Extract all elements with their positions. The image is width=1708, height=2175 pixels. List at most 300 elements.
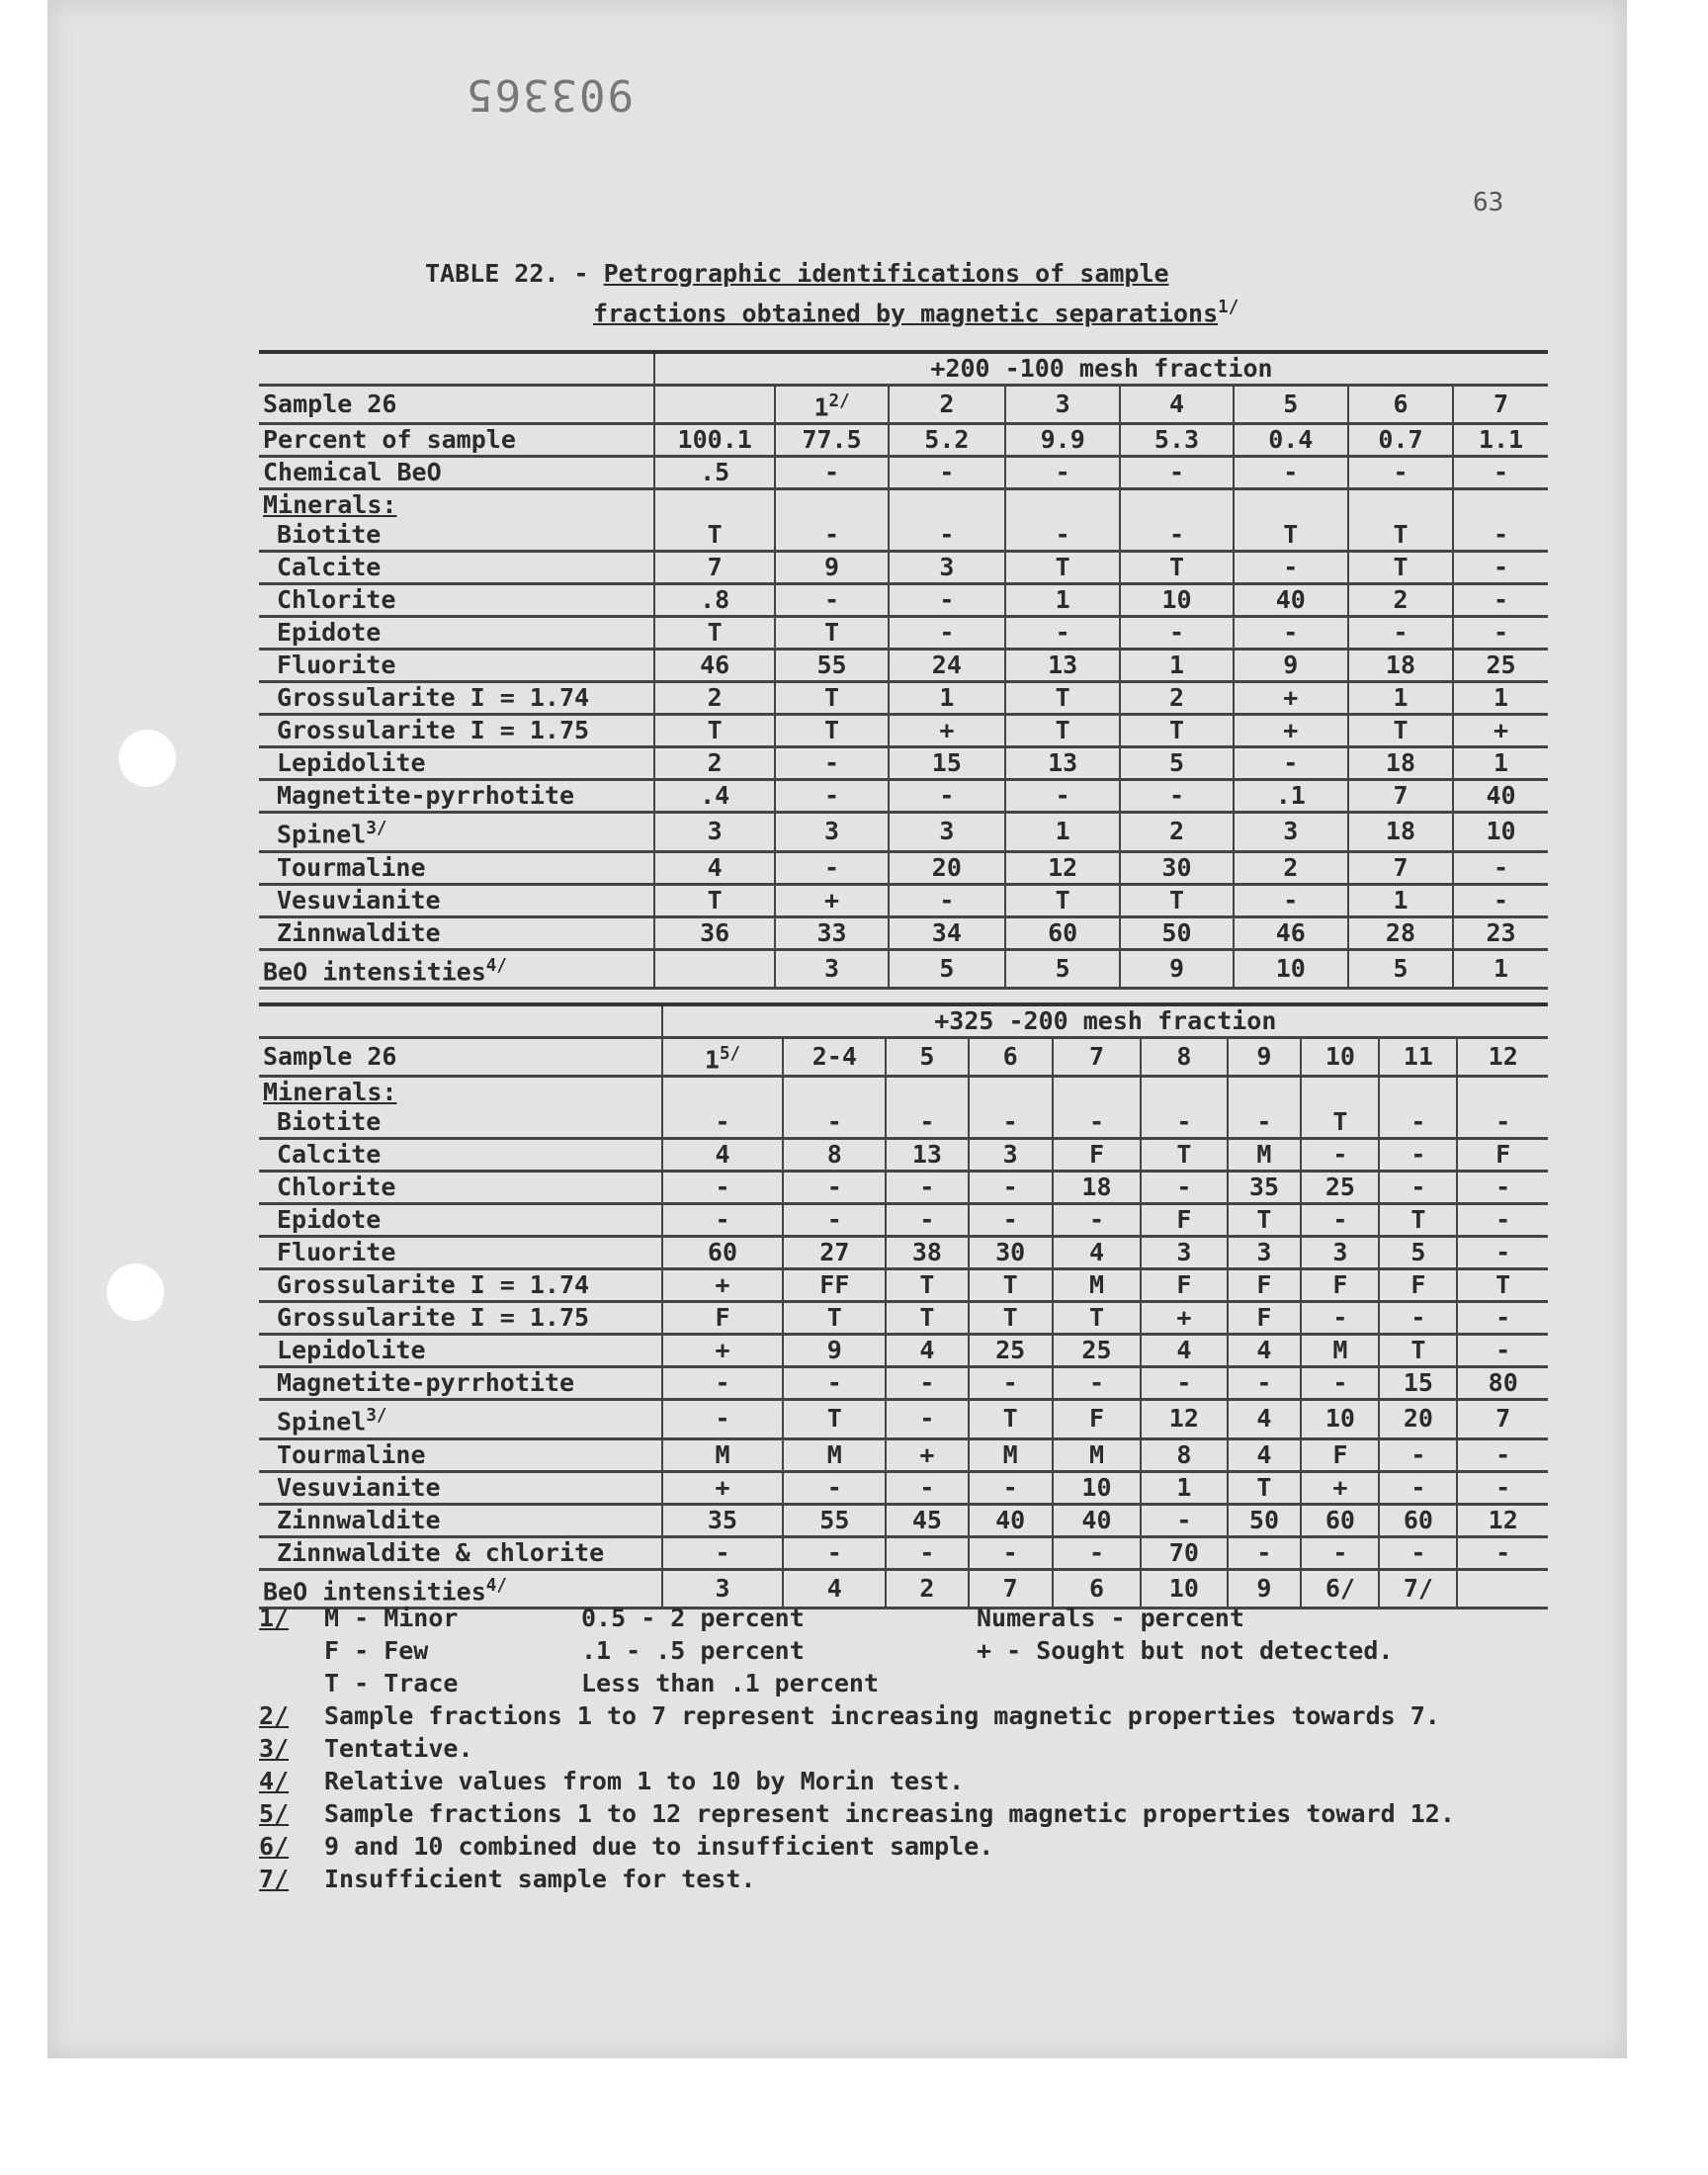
table-cell: 0.4 <box>1234 424 1348 457</box>
table-cell: 38 <box>886 1237 968 1269</box>
footnote-text: Sample fractions 1 to 12 represent increasing magnetic properties toward 12. <box>324 1799 1455 1828</box>
mineral-note: 3/ <box>366 819 387 839</box>
table-cell: 77.5 <box>775 424 888 457</box>
mineral-name-text: Grossularite I = 1.75 <box>277 1303 590 1333</box>
table-cell: T <box>1005 552 1120 584</box>
mineral-name <box>259 617 654 650</box>
footnote-text: Insufficient sample for test. <box>324 1865 756 1893</box>
table-cell: - <box>775 780 888 813</box>
table-cell: T <box>1005 884 1120 916</box>
mineral-name-text: Calcite <box>277 553 382 582</box>
table-cell: - <box>1141 1367 1227 1400</box>
table-cell: 40 <box>1453 780 1548 813</box>
mineral-name <box>259 747 654 780</box>
table-cell: 9.9 <box>1005 424 1120 457</box>
mineral-name-text: Fluorite <box>277 1238 396 1267</box>
table-cell: T <box>969 1302 1053 1335</box>
table-cell: 2 <box>886 1569 968 1608</box>
intensities-label: BeO intensities <box>263 1576 486 1606</box>
table-cell: 1 <box>1348 884 1453 916</box>
table-cell: - <box>886 1107 968 1139</box>
table-cell: F <box>1053 1400 1141 1438</box>
table-cell: 9 <box>1120 949 1233 988</box>
table-cell: 25 <box>1053 1335 1141 1367</box>
mineral-row <box>259 916 1548 949</box>
table-cell: T <box>969 1269 1053 1302</box>
title-prefix: TABLE 22. - <box>425 259 604 288</box>
mineral-name <box>259 1107 662 1139</box>
table-cell: - <box>886 1471 968 1504</box>
table-cell: - <box>1457 1335 1548 1367</box>
table-cell: - <box>969 1107 1053 1139</box>
table-cell: - <box>1301 1139 1379 1172</box>
table-cell: 9 <box>775 552 888 584</box>
table-cell: 35 <box>662 1504 784 1536</box>
table-cell: 4 <box>1228 1335 1302 1367</box>
footnote-mark: 4/ <box>259 1767 290 1795</box>
table-cell: T <box>1348 520 1453 552</box>
mineral-row <box>259 780 1548 813</box>
table-cell: T <box>1053 1302 1141 1335</box>
table-cell: 5 <box>1348 949 1453 988</box>
table-cell: 12 <box>1141 1400 1227 1438</box>
mineral-row <box>259 1471 1548 1504</box>
table-200-100-mesh <box>259 350 1548 990</box>
footnote-mark: 1/ <box>259 1604 290 1632</box>
sample-label: Sample 26 <box>259 1038 662 1077</box>
footnote-list <box>259 1699 1544 1895</box>
table-cell: T <box>1228 1204 1302 1237</box>
table-cell: T <box>775 682 888 715</box>
table-cell: 13 <box>1005 747 1120 780</box>
mineral-row <box>259 1139 1548 1172</box>
table-cell: 3 <box>1301 1237 1379 1269</box>
document-stamp: 903365 <box>465 69 634 120</box>
table-cell: 7 <box>1457 1400 1548 1438</box>
table-cell: - <box>783 1107 886 1139</box>
blank-cell <box>1228 1077 1302 1108</box>
blank-cell <box>886 1077 968 1108</box>
table-cell: M <box>1301 1335 1379 1367</box>
fraction-header-row <box>259 352 1548 386</box>
table-cell: - <box>1348 617 1453 650</box>
table-cell: 4 <box>1228 1438 1302 1471</box>
mineral-name <box>259 1269 662 1302</box>
table-cell: - <box>1228 1107 1302 1139</box>
mineral-name <box>259 520 654 552</box>
column-header <box>1141 1038 1227 1077</box>
table-cell: M <box>969 1438 1053 1471</box>
table-cell: 60 <box>1379 1504 1457 1536</box>
table-cell: + <box>662 1471 784 1504</box>
table-cell: - <box>1141 1504 1227 1536</box>
row-label: Percent of sample <box>259 424 654 457</box>
column-header-text: 1 <box>704 1045 720 1075</box>
column-header-text: 11 <box>1403 1042 1433 1072</box>
table-cell: T <box>1228 1471 1302 1504</box>
minerals-header-row <box>259 489 1548 521</box>
footnote-mark: 6/ <box>259 1832 290 1861</box>
minerals-text: Minerals: <box>263 1078 397 1107</box>
table-cell: 1.1 <box>1453 424 1548 457</box>
minerals-label <box>259 489 654 521</box>
footnote-mark: 5/ <box>259 1799 290 1828</box>
abbreviation-legend <box>324 1602 1544 1699</box>
table-cell: - <box>662 1400 784 1438</box>
mineral-name <box>259 1504 662 1536</box>
legend-cell: T - Trace <box>324 1669 459 1697</box>
table-cell: F <box>1301 1438 1379 1471</box>
table-cell: 3 <box>654 813 775 851</box>
mineral-row <box>259 650 1548 682</box>
column-header <box>1234 386 1348 424</box>
table-cell: 36 <box>654 916 775 949</box>
table-cell: - <box>1234 617 1348 650</box>
table-cell: 6/ <box>1301 1569 1379 1608</box>
chemical-beo-row <box>259 457 1548 489</box>
table-cell: 3 <box>775 949 888 988</box>
column-header <box>1348 386 1453 424</box>
mineral-name <box>259 813 654 851</box>
punch-hole <box>119 730 176 787</box>
mineral-name-text: Grossularite I = 1.74 <box>277 1270 590 1300</box>
table-cell: 50 <box>1120 916 1233 949</box>
column-header-text: 5 <box>919 1042 935 1072</box>
table-cell: 3 <box>1234 813 1348 851</box>
mineral-row <box>259 715 1548 747</box>
mineral-name <box>259 682 654 715</box>
table-cell: 50 <box>1228 1504 1302 1536</box>
table-cell: M <box>1053 1438 1141 1471</box>
column-header <box>1228 1038 1302 1077</box>
table-cell: - <box>1457 1172 1548 1204</box>
blank-cell <box>1453 489 1548 521</box>
table-cell: F <box>1141 1269 1227 1302</box>
column-header <box>889 386 1005 424</box>
column-note: 2/ <box>828 392 850 411</box>
column-header <box>662 1038 784 1077</box>
blank-cell <box>1005 489 1120 521</box>
footnote <box>259 1863 1544 1895</box>
table-cell: - <box>662 1204 784 1237</box>
table-cell: T <box>886 1302 968 1335</box>
mineral-row <box>259 1204 1548 1237</box>
table-cell: 3 <box>775 813 888 851</box>
table-cell: 9 <box>1228 1569 1302 1608</box>
column-note: 5/ <box>719 1044 741 1064</box>
column-header <box>654 386 775 424</box>
table-cell: 2 <box>654 747 775 780</box>
table-cell: - <box>889 617 1005 650</box>
footnote-1 <box>259 1602 1544 1699</box>
footnote-mark: 2/ <box>259 1701 290 1730</box>
legend-cell: + - Sought but not detected. <box>977 1636 1394 1665</box>
table-cell: - <box>1301 1204 1379 1237</box>
blank-cell <box>662 1077 784 1108</box>
table-cell: 40 <box>969 1504 1053 1536</box>
table-cell: 28 <box>1348 916 1453 949</box>
intensities-note: 4/ <box>485 955 507 976</box>
table-cell: 15 <box>1379 1367 1457 1400</box>
table-cell: T <box>1120 884 1233 916</box>
column-header-text: 2 <box>939 390 955 419</box>
table-cell: 3 <box>1141 1237 1227 1269</box>
table-cell: 60 <box>1301 1504 1379 1536</box>
blank-cell <box>1234 489 1348 521</box>
mineral-row <box>259 1504 1548 1536</box>
table-cell: - <box>969 1536 1053 1569</box>
sample-label: Sample 26 <box>259 386 654 424</box>
column-header-row <box>259 1038 1548 1077</box>
table-cell: 55 <box>775 650 888 682</box>
table-cell: 5 <box>1005 949 1120 988</box>
table-title <box>425 257 1413 330</box>
mineral-row <box>259 1237 1548 1269</box>
table-cell: M <box>1228 1139 1302 1172</box>
mineral-name <box>259 1139 662 1172</box>
table-cell: 6 <box>1053 1569 1141 1608</box>
column-header-text: 10 <box>1324 1042 1355 1072</box>
mineral-name-text: Biotite <box>277 1107 382 1137</box>
table-cell: M <box>1053 1269 1141 1302</box>
table-cell: - <box>969 1471 1053 1504</box>
table-cell: F <box>1301 1269 1379 1302</box>
column-header <box>775 386 888 424</box>
table-cell: 18 <box>1348 650 1453 682</box>
table-cell: 7 <box>1348 851 1453 884</box>
column-header-text: 3 <box>1055 390 1070 419</box>
table-cell: - <box>775 457 888 489</box>
table-cell: - <box>886 1204 968 1237</box>
table-cell: - <box>886 1172 968 1204</box>
table-cell: 3 <box>662 1569 784 1608</box>
table-cell: - <box>662 1536 784 1569</box>
table-cell: T <box>783 1302 886 1335</box>
table-cell: T <box>783 1400 886 1438</box>
table-cell: 1 <box>1005 584 1120 617</box>
mineral-name <box>259 851 654 884</box>
blank-cell <box>969 1077 1053 1108</box>
table-cell: - <box>1457 1471 1548 1504</box>
mineral-name <box>259 1335 662 1367</box>
table-cell: 25 <box>1453 650 1548 682</box>
table-cell: 45 <box>886 1504 968 1536</box>
mineral-row <box>259 1438 1548 1471</box>
mineral-name <box>259 1438 662 1471</box>
column-header <box>1301 1038 1379 1077</box>
mineral-name <box>259 1237 662 1269</box>
minerals-header-row <box>259 1077 1548 1108</box>
table-cell: + <box>662 1335 784 1367</box>
table-cell: - <box>1457 1438 1548 1471</box>
table-cell: 5.3 <box>1120 424 1233 457</box>
table-cell: T <box>1379 1335 1457 1367</box>
row-label <box>259 949 654 988</box>
mineral-name-text: Grossularite I = 1.74 <box>277 683 590 713</box>
table-cell: - <box>1053 1536 1141 1569</box>
mineral-name <box>259 1536 662 1569</box>
column-header <box>1005 386 1120 424</box>
column-header <box>1453 386 1548 424</box>
table-cell: - <box>1234 747 1348 780</box>
table-cell: - <box>1301 1367 1379 1400</box>
minerals-label <box>259 1077 662 1108</box>
table-cell: 8 <box>1141 1438 1227 1471</box>
table-cell: + <box>662 1269 784 1302</box>
mineral-name <box>259 1400 662 1438</box>
footnote-text: Sample fractions 1 to 7 represent increasing magnetic properties towards 7. <box>324 1701 1440 1730</box>
table-cell: 46 <box>654 650 775 682</box>
mineral-row <box>259 520 1548 552</box>
table-cell: - <box>775 851 888 884</box>
table-cell: T <box>654 617 775 650</box>
table-cell: - <box>969 1367 1053 1400</box>
mineral-name-text: Biotite <box>277 520 382 550</box>
table-cell: - <box>1120 780 1233 813</box>
table-cell: 5.2 <box>889 424 1005 457</box>
percent-row <box>259 424 1548 457</box>
table-cell: 1 <box>1005 813 1120 851</box>
blank-cell <box>1120 489 1233 521</box>
mineral-row <box>259 884 1548 916</box>
table-cell: 4 <box>662 1139 784 1172</box>
mineral-name-text: Zinnwaldite & chlorite <box>277 1537 605 1567</box>
table-cell: 1 <box>1453 949 1548 988</box>
table-cell: T <box>1234 520 1348 552</box>
table-cell: 2 <box>1120 682 1233 715</box>
table-cell: 0.7 <box>1348 424 1453 457</box>
mineral-name <box>259 1367 662 1400</box>
table-cell: F <box>1379 1269 1457 1302</box>
table-cell: 1 <box>1453 682 1548 715</box>
table-cell: 30 <box>969 1237 1053 1269</box>
fraction-label: +200 -100 mesh fraction <box>654 352 1548 386</box>
table-cell: 46 <box>1234 916 1348 949</box>
table-cell: 10 <box>1453 813 1548 851</box>
mineral-row <box>259 1367 1548 1400</box>
table-cell: T <box>775 715 888 747</box>
table-cell: T <box>654 520 775 552</box>
mineral-row <box>259 584 1548 617</box>
column-header-text: 4 <box>1168 390 1184 419</box>
mineral-name-text: Zinnwaldite <box>277 917 441 947</box>
beo-intensities-row <box>259 949 1548 988</box>
table-cell: - <box>1379 1471 1457 1504</box>
table-cell: .5 <box>654 457 775 489</box>
footnotes <box>259 1602 1544 1895</box>
mineral-name <box>259 715 654 747</box>
table-cell: + <box>1234 715 1348 747</box>
mineral-row <box>259 1172 1548 1204</box>
mineral-name-text: Chlorite <box>277 1173 396 1202</box>
mineral-name-text: Tourmaline <box>277 852 426 882</box>
table-cell: 10 <box>1120 584 1233 617</box>
table-cell: 1 <box>1141 1471 1227 1504</box>
table-cell: 10 <box>1301 1400 1379 1438</box>
table-cell: - <box>1005 780 1120 813</box>
table-cell: - <box>1228 1536 1302 1569</box>
table-cell: .8 <box>654 584 775 617</box>
table-cell: - <box>783 1536 886 1569</box>
column-header <box>1120 386 1233 424</box>
table-cell: 4 <box>886 1335 968 1367</box>
fraction-label: +325 -200 mesh fraction <box>662 1004 1548 1038</box>
column-header-text: 6 <box>1393 390 1409 419</box>
table-cell: - <box>1457 1107 1548 1139</box>
table-cell: - <box>1457 1237 1548 1269</box>
table-cell: 4 <box>654 851 775 884</box>
table-cell: - <box>783 1471 886 1504</box>
mineral-name-text: Magnetite-pyrrhotite <box>277 781 575 811</box>
table-cell: - <box>1379 1172 1457 1204</box>
column-header <box>1379 1038 1457 1077</box>
table-cell: 55 <box>783 1504 886 1536</box>
table-cell: T <box>1005 682 1120 715</box>
column-header-text: 5 <box>1283 390 1299 419</box>
table-cell: - <box>775 584 888 617</box>
table-cell: - <box>1141 1107 1227 1139</box>
table-cell: 4 <box>1141 1335 1227 1367</box>
table-cell: 15 <box>889 747 1005 780</box>
mineral-name-text: Fluorite <box>277 651 396 680</box>
table-cell: - <box>1005 520 1120 552</box>
table-cell: - <box>1120 520 1233 552</box>
table-cell: F <box>662 1302 784 1335</box>
table-cell: 8 <box>783 1139 886 1172</box>
table-cell: - <box>783 1204 886 1237</box>
intensities-note: 4/ <box>485 1575 507 1596</box>
footnote-text: 9 and 10 combined due to insufficient sample. <box>324 1832 994 1861</box>
mineral-name <box>259 1172 662 1204</box>
table-cell: - <box>1348 457 1453 489</box>
column-header-row <box>259 386 1548 424</box>
column-header <box>1457 1038 1548 1077</box>
table-cell: - <box>1234 457 1348 489</box>
table-cell: 9 <box>1234 650 1348 682</box>
table-cell: 70 <box>1141 1536 1227 1569</box>
minerals-text: Minerals: <box>263 490 397 520</box>
footnote <box>259 1699 1544 1732</box>
table-cell: - <box>1234 884 1348 916</box>
table-cell: 5 <box>1120 747 1233 780</box>
mineral-name-text: Zinnwaldite <box>277 1505 441 1534</box>
table-cell: - <box>1053 1367 1141 1400</box>
table-cell: T <box>1120 552 1233 584</box>
column-header-text: 6 <box>1002 1042 1018 1072</box>
mineral-note: 3/ <box>366 1406 387 1427</box>
table-cell: 24 <box>889 650 1005 682</box>
footnote-mark: 7/ <box>259 1865 290 1893</box>
footnote <box>259 1797 1544 1830</box>
mineral-row <box>259 682 1548 715</box>
table-cell: .4 <box>654 780 775 813</box>
table-cell: T <box>969 1400 1053 1438</box>
table-cell: - <box>1301 1302 1379 1335</box>
table-cell: 5 <box>1379 1237 1457 1269</box>
table-cell: + <box>1453 715 1548 747</box>
table-cell: T <box>1005 715 1120 747</box>
table-cell: 9 <box>783 1335 886 1367</box>
table-cell: - <box>1005 457 1120 489</box>
table-cell: 7 <box>1348 780 1453 813</box>
table-cell: 7 <box>969 1569 1053 1608</box>
table-cell: 4 <box>1053 1237 1141 1269</box>
row-label: Chemical BeO <box>259 457 654 489</box>
blank-cell <box>1457 1077 1548 1108</box>
table-cell: 30 <box>1120 851 1233 884</box>
table-cell: - <box>1234 552 1348 584</box>
table-cell: 5 <box>889 949 1005 988</box>
